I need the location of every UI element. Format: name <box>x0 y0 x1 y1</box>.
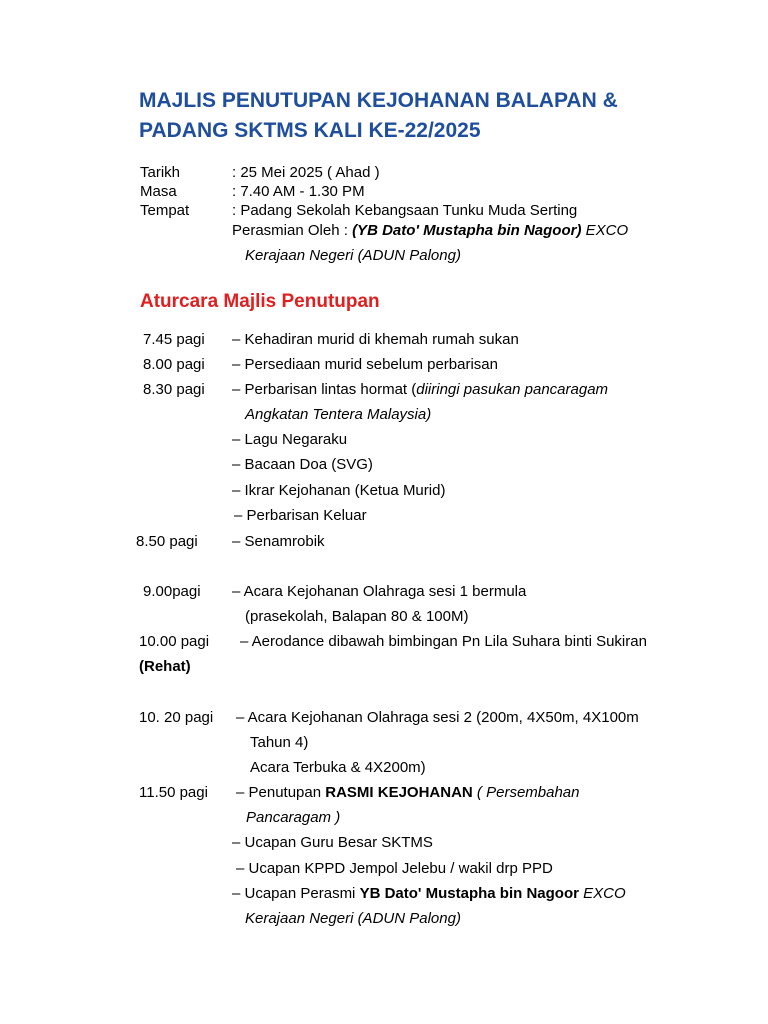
officiated-by <box>232 222 628 240</box>
program-item-4: – Senamrobik <box>232 533 325 550</box>
program-item-3-a: – Perbarisan lintas hormat ( <box>232 381 417 398</box>
program-item-5: – Acara Kejohanan Olahraga sesi 1 bermula <box>232 583 527 600</box>
officiated-suffix: EXCO <box>581 222 629 239</box>
program-item-8-d: Pancaragam ) <box>246 809 341 826</box>
program-sub-march-out: – Perbarisan Keluar <box>234 507 367 524</box>
program-sub-guest-d: Kerajaan Negeri (ADUN Palong) <box>245 910 461 927</box>
program-sub-prayer: – Bacaan Doa (SVG) <box>232 456 373 473</box>
officiated-prefix: Perasmian Oleh : <box>232 222 353 239</box>
date-value: : 25 Mei 2025 ( Ahad ) <box>232 164 380 181</box>
program-rehat: (Rehat) <box>139 658 191 675</box>
program-item-7-detail-2: Acara Terbuka & 4X200m) <box>250 759 426 776</box>
program-item-3-c: Angkatan Tentera Malaysia) <box>245 406 432 423</box>
program-time-1: 7.45 pagi <box>143 331 205 348</box>
program-sub-guest-b: YB Dato' Mustapha bin Nagoor <box>359 885 579 902</box>
program-time-6: 10.00 pagi <box>139 633 210 650</box>
program-sub-guest-speech <box>232 885 626 903</box>
program-time-2: 8.00 pagi <box>143 356 205 373</box>
program-item-3-b: diiringi pasukan pancaragam <box>416 381 609 398</box>
officiated-name: (YB Dato' Mustapha bin Nagoor) <box>352 222 582 239</box>
time-value: : 7.40 AM - 1.30 PM <box>232 183 365 200</box>
venue-label: Tempat <box>140 202 190 219</box>
program-time-3: 8.30 pagi <box>143 381 205 398</box>
title-line-2: PADANG SKTMS KALI KE-22/2025 <box>139 119 481 142</box>
program-time-8: 11.50 pagi <box>139 784 208 801</box>
program-item-8-c: ( Persembahan <box>472 784 580 801</box>
program-sub-headmaster-speech: – Ucapan Guru Besar SKTMS <box>232 834 433 851</box>
program-item-8-a: – Penutupan <box>236 784 326 801</box>
program-item-5-detail: (prasekolah, Balapan 80 & 100M) <box>245 608 469 625</box>
program-sub-guest-c: EXCO <box>578 885 626 902</box>
program-time-5: 9.00pagi <box>143 583 201 600</box>
program-item-7: – Acara Kejohanan Olahraga sesi 2 (200m, 4X50m, 4X100m <box>236 709 639 726</box>
date-label: Tarikh <box>140 164 181 181</box>
document-title <box>139 86 739 146</box>
program-item-3 <box>232 381 608 399</box>
program-item-8 <box>236 784 580 802</box>
venue-value: : Padang Sekolah Kebangsaan Tunku Muda Serting <box>232 202 578 219</box>
program-sub-kppd-speech: – Ucapan KPPD Jempol Jelebu / wakil drp PPD <box>236 860 553 877</box>
program-item-2: – Persediaan murid sebelum perbarisan <box>232 356 498 373</box>
program-item-8-b: RASMI KEJOHANAN <box>325 784 473 801</box>
program-sub-oath: – Ikrar Kejohanan (Ketua Murid) <box>232 482 446 499</box>
program-item-6: – Aerodance dibawah bimbingan Pn Lila Suhara binti Sukiran <box>240 633 647 650</box>
program-sub-guest-a: – Ucapan Perasmi <box>232 885 360 902</box>
program-item-1: – Kehadiran murid di khemah rumah sukan <box>232 331 519 348</box>
program-time-7: 10. 20 pagi <box>139 709 214 726</box>
program-sub-anthem: – Lagu Negaraku <box>232 431 348 448</box>
title-line-1: MAJLIS PENUTUPAN KEJOHANAN BALAPAN & <box>139 89 618 112</box>
program-time-4: 8.50 pagi <box>136 533 198 550</box>
program-item-7-detail-1: Tahun 4) <box>250 734 309 751</box>
time-label: Masa <box>140 183 177 200</box>
officiated-line-2: Kerajaan Negeri (ADUN Palong) <box>245 247 461 264</box>
program-heading: Aturcara Majlis Penutupan <box>140 291 380 312</box>
